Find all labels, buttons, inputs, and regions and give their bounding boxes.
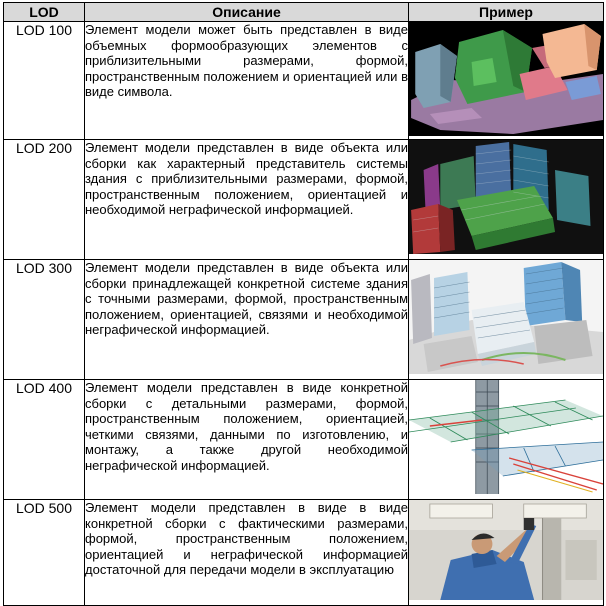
example-image-cell <box>409 140 604 260</box>
lod-level: LOD 200 <box>4 140 85 260</box>
header-description: Описание <box>85 3 409 22</box>
header-row <box>4 3 604 22</box>
table-row <box>4 140 604 260</box>
lod-level: LOD 300 <box>4 260 85 380</box>
lod-table <box>3 2 604 606</box>
table-row <box>4 500 604 606</box>
table-row <box>4 260 604 380</box>
lod-level: LOD 400 <box>4 380 85 500</box>
header-lod: LOD <box>4 3 85 22</box>
lod-description: Элемент модели представлен в виде объекта или сборки принадлежащей конкретной системе здания с точными размерами, формой, пространственным положением, ориентацией, связями и необходимой неграфической информацией. <box>85 260 409 380</box>
lod-level: LOD 500 <box>4 500 85 606</box>
lod-description: Элемент модели представлен в виде в виде конкретной сборки с фактическими размерами, формой, пространственным положением, ориентацией и неграфической информацией достаточной для передачи модели в эксплуатацию <box>85 500 409 606</box>
lod-description: Элемент модели представлен в виде объекта или сборки как характерный представитель системы здания с приблизительными размерами, формой, пространственным положением, ориентацией и необходимой неграфической информацией. <box>85 140 409 260</box>
example-image-cell <box>409 500 604 606</box>
lod-level: LOD 100 <box>4 22 85 140</box>
table-row <box>4 22 604 140</box>
header-example: Пример <box>409 3 604 22</box>
detailed-buildings-image <box>409 260 603 374</box>
as-built-ceiling-photo <box>409 500 603 600</box>
example-image-cell <box>409 260 604 380</box>
structural-mep-image <box>409 380 603 494</box>
lod-description: Элемент модели представлен в виде конкретной сборки с детальными размерами, формой, пространственным положением, ориентацией, четкими связями, данными по изготовлению, и монтажу, а также другой необходимой неграфической информацией. <box>85 380 409 500</box>
table-row <box>4 380 604 500</box>
massing-model-image <box>409 22 603 136</box>
lod-description: Элемент модели может быть представлен в виде объемных формообразующих элементов с приблизительными размерами, формой, пространственным положением и ориентацией или в виде символа. <box>85 22 409 140</box>
example-image-cell <box>409 380 604 500</box>
generic-buildings-image <box>409 140 603 254</box>
example-image-cell <box>409 22 604 140</box>
